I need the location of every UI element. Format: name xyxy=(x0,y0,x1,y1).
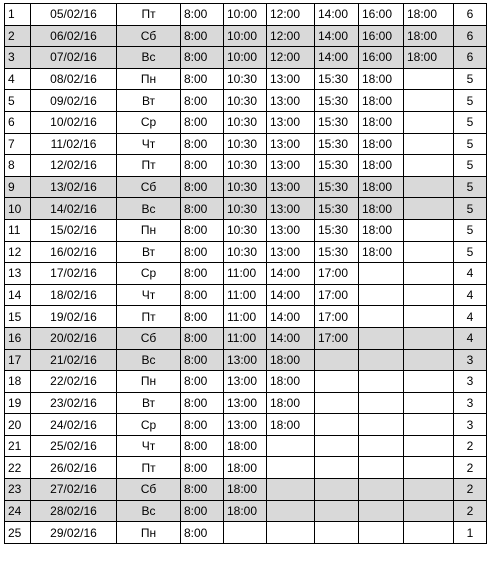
table-row xyxy=(5,349,487,371)
time-slot-cell: 16:00 xyxy=(359,47,404,69)
row-number-cell: 19 xyxy=(5,392,31,414)
time-slot-cell xyxy=(404,371,454,393)
time-slot-cell: 18:00 xyxy=(359,111,404,133)
time-slot-cell: 13:00 xyxy=(224,371,267,393)
weekday-cell: Вс xyxy=(117,198,181,220)
time-slot-cell: 10:30 xyxy=(224,176,267,198)
row-number-cell: 4 xyxy=(5,68,31,90)
date-cell: 24/02/16 xyxy=(31,414,117,436)
slot-count-cell: 5 xyxy=(454,198,487,220)
time-slot-cell: 18:00 xyxy=(359,219,404,241)
time-slot-cell xyxy=(267,479,315,501)
date-cell: 11/02/16 xyxy=(31,133,117,155)
date-cell: 21/02/16 xyxy=(31,349,117,371)
time-slot-cell: 18:00 xyxy=(224,457,267,479)
time-slot-cell: 13:00 xyxy=(267,133,315,155)
time-slot-cell: 8:00 xyxy=(181,284,224,306)
time-slot-cell: 8:00 xyxy=(181,155,224,177)
slot-count-cell: 1 xyxy=(454,522,487,544)
table-row xyxy=(5,198,487,220)
time-slot-cell: 8:00 xyxy=(181,68,224,90)
time-slot-cell xyxy=(267,457,315,479)
time-slot-cell xyxy=(359,306,404,328)
date-cell: 18/02/16 xyxy=(31,284,117,306)
date-cell: 14/02/16 xyxy=(31,198,117,220)
time-slot-cell xyxy=(315,414,359,436)
time-slot-cell: 15:30 xyxy=(315,176,359,198)
row-number-cell: 21 xyxy=(5,435,31,457)
time-slot-cell: 8:00 xyxy=(181,111,224,133)
slot-count-cell: 5 xyxy=(454,241,487,263)
time-slot-cell: 8:00 xyxy=(181,198,224,220)
table-row xyxy=(5,4,487,26)
time-slot-cell xyxy=(404,457,454,479)
time-slot-cell xyxy=(315,457,359,479)
date-cell: 08/02/16 xyxy=(31,68,117,90)
time-slot-cell: 14:00 xyxy=(315,25,359,47)
time-slot-cell: 18:00 xyxy=(359,155,404,177)
time-slot-cell xyxy=(267,522,315,544)
time-slot-cell: 15:30 xyxy=(315,198,359,220)
slot-count-cell: 2 xyxy=(454,500,487,522)
table-row xyxy=(5,155,487,177)
time-slot-cell: 10:30 xyxy=(224,155,267,177)
weekday-cell: Пт xyxy=(117,457,181,479)
time-slot-cell: 18:00 xyxy=(267,414,315,436)
row-number-cell: 23 xyxy=(5,479,31,501)
time-slot-cell: 11:00 xyxy=(224,306,267,328)
date-cell: 13/02/16 xyxy=(31,176,117,198)
time-slot-cell xyxy=(404,327,454,349)
time-slot-cell: 8:00 xyxy=(181,306,224,328)
slot-count-cell: 5 xyxy=(454,111,487,133)
schedule-table xyxy=(4,3,487,544)
time-slot-cell: 11:00 xyxy=(224,327,267,349)
time-slot-cell: 10:00 xyxy=(224,4,267,26)
time-slot-cell: 8:00 xyxy=(181,435,224,457)
time-slot-cell xyxy=(315,349,359,371)
time-slot-cell: 8:00 xyxy=(181,392,224,414)
row-number-cell: 1 xyxy=(5,4,31,26)
time-slot-cell: 8:00 xyxy=(181,522,224,544)
time-slot-cell: 8:00 xyxy=(181,457,224,479)
time-slot-cell: 14:00 xyxy=(267,327,315,349)
time-slot-cell: 8:00 xyxy=(181,241,224,263)
slot-count-cell: 4 xyxy=(454,263,487,285)
table-row xyxy=(5,47,487,69)
row-number-cell: 18 xyxy=(5,371,31,393)
time-slot-cell xyxy=(267,435,315,457)
time-slot-cell: 10:30 xyxy=(224,198,267,220)
time-slot-cell: 15:30 xyxy=(315,111,359,133)
date-cell: 15/02/16 xyxy=(31,219,117,241)
time-slot-cell xyxy=(404,392,454,414)
time-slot-cell xyxy=(404,198,454,220)
time-slot-cell: 13:00 xyxy=(224,349,267,371)
time-slot-cell: 8:00 xyxy=(181,90,224,112)
time-slot-cell: 8:00 xyxy=(181,4,224,26)
weekday-cell: Вс xyxy=(117,500,181,522)
time-slot-cell: 8:00 xyxy=(181,371,224,393)
time-slot-cell xyxy=(359,479,404,501)
time-slot-cell xyxy=(224,522,267,544)
time-slot-cell: 8:00 xyxy=(181,133,224,155)
time-slot-cell xyxy=(404,111,454,133)
time-slot-cell: 11:00 xyxy=(224,284,267,306)
slot-count-cell: 5 xyxy=(454,133,487,155)
row-number-cell: 8 xyxy=(5,155,31,177)
table-row xyxy=(5,414,487,436)
time-slot-cell: 12:00 xyxy=(267,25,315,47)
time-slot-cell: 13:00 xyxy=(224,392,267,414)
slot-count-cell: 5 xyxy=(454,90,487,112)
time-slot-cell: 13:00 xyxy=(267,176,315,198)
time-slot-cell xyxy=(359,349,404,371)
weekday-cell: Вс xyxy=(117,349,181,371)
time-slot-cell: 13:00 xyxy=(267,198,315,220)
time-slot-cell: 13:00 xyxy=(224,414,267,436)
time-slot-cell: 13:00 xyxy=(267,219,315,241)
date-cell: 10/02/16 xyxy=(31,111,117,133)
date-cell: 26/02/16 xyxy=(31,457,117,479)
time-slot-cell: 13:00 xyxy=(267,241,315,263)
time-slot-cell: 8:00 xyxy=(181,349,224,371)
weekday-cell: Вс xyxy=(117,47,181,69)
table-row xyxy=(5,500,487,522)
time-slot-cell: 18:00 xyxy=(359,241,404,263)
weekday-cell: Чт xyxy=(117,435,181,457)
table-row xyxy=(5,457,487,479)
time-slot-cell xyxy=(359,435,404,457)
weekday-cell: Вт xyxy=(117,392,181,414)
row-number-cell: 12 xyxy=(5,241,31,263)
time-slot-cell xyxy=(359,371,404,393)
time-slot-cell xyxy=(404,522,454,544)
weekday-cell: Пт xyxy=(117,306,181,328)
time-slot-cell: 13:00 xyxy=(267,68,315,90)
table-row xyxy=(5,327,487,349)
time-slot-cell xyxy=(404,68,454,90)
time-slot-cell: 13:00 xyxy=(267,90,315,112)
date-cell: 20/02/16 xyxy=(31,327,117,349)
time-slot-cell xyxy=(404,155,454,177)
weekday-cell: Пн xyxy=(117,68,181,90)
time-slot-cell xyxy=(315,522,359,544)
time-slot-cell xyxy=(404,435,454,457)
time-slot-cell xyxy=(404,500,454,522)
time-slot-cell: 13:00 xyxy=(267,155,315,177)
time-slot-cell xyxy=(404,90,454,112)
weekday-cell: Чт xyxy=(117,284,181,306)
time-slot-cell xyxy=(267,500,315,522)
row-number-cell: 16 xyxy=(5,327,31,349)
row-number-cell: 17 xyxy=(5,349,31,371)
time-slot-cell: 8:00 xyxy=(181,479,224,501)
time-slot-cell: 8:00 xyxy=(181,327,224,349)
time-slot-cell: 8:00 xyxy=(181,176,224,198)
table-row xyxy=(5,68,487,90)
time-slot-cell xyxy=(315,500,359,522)
row-number-cell: 15 xyxy=(5,306,31,328)
time-slot-cell xyxy=(359,457,404,479)
table-row xyxy=(5,25,487,47)
time-slot-cell: 14:00 xyxy=(267,306,315,328)
time-slot-cell: 14:00 xyxy=(267,284,315,306)
time-slot-cell: 14:00 xyxy=(315,47,359,69)
slot-count-cell: 3 xyxy=(454,371,487,393)
table-row xyxy=(5,522,487,544)
time-slot-cell xyxy=(315,435,359,457)
table-row xyxy=(5,111,487,133)
slot-count-cell: 5 xyxy=(454,219,487,241)
time-slot-cell: 10:00 xyxy=(224,25,267,47)
slot-count-cell: 6 xyxy=(454,4,487,26)
row-number-cell: 14 xyxy=(5,284,31,306)
row-number-cell: 3 xyxy=(5,47,31,69)
row-number-cell: 9 xyxy=(5,176,31,198)
time-slot-cell: 10:30 xyxy=(224,111,267,133)
time-slot-cell: 12:00 xyxy=(267,4,315,26)
weekday-cell: Пт xyxy=(117,155,181,177)
time-slot-cell xyxy=(404,306,454,328)
time-slot-cell xyxy=(359,327,404,349)
time-slot-cell xyxy=(404,284,454,306)
time-slot-cell: 16:00 xyxy=(359,25,404,47)
time-slot-cell: 14:00 xyxy=(267,263,315,285)
slot-count-cell: 2 xyxy=(454,479,487,501)
table-row xyxy=(5,90,487,112)
time-slot-cell xyxy=(404,133,454,155)
time-slot-cell: 8:00 xyxy=(181,47,224,69)
time-slot-cell xyxy=(404,479,454,501)
row-number-cell: 7 xyxy=(5,133,31,155)
slot-count-cell: 2 xyxy=(454,457,487,479)
table-row xyxy=(5,392,487,414)
slot-count-cell: 3 xyxy=(454,349,487,371)
schedule-table-wrapper xyxy=(4,3,487,544)
date-cell: 29/02/16 xyxy=(31,522,117,544)
date-cell: 07/02/16 xyxy=(31,47,117,69)
weekday-cell: Ср xyxy=(117,263,181,285)
time-slot-cell xyxy=(359,263,404,285)
time-slot-cell: 15:30 xyxy=(315,90,359,112)
time-slot-cell: 13:00 xyxy=(267,111,315,133)
slot-count-cell: 2 xyxy=(454,435,487,457)
slot-count-cell: 4 xyxy=(454,327,487,349)
table-row xyxy=(5,435,487,457)
date-cell: 25/02/16 xyxy=(31,435,117,457)
table-row xyxy=(5,176,487,198)
time-slot-cell xyxy=(404,241,454,263)
date-cell: 23/02/16 xyxy=(31,392,117,414)
time-slot-cell: 16:00 xyxy=(359,4,404,26)
slot-count-cell: 4 xyxy=(454,306,487,328)
time-slot-cell xyxy=(315,392,359,414)
time-slot-cell: 8:00 xyxy=(181,500,224,522)
date-cell: 17/02/16 xyxy=(31,263,117,285)
time-slot-cell xyxy=(315,371,359,393)
time-slot-cell: 17:00 xyxy=(315,284,359,306)
table-row xyxy=(5,241,487,263)
time-slot-cell: 10:30 xyxy=(224,90,267,112)
row-number-cell: 2 xyxy=(5,25,31,47)
row-number-cell: 5 xyxy=(5,90,31,112)
time-slot-cell xyxy=(359,414,404,436)
slot-count-cell: 4 xyxy=(454,284,487,306)
time-slot-cell: 18:00 xyxy=(224,435,267,457)
time-slot-cell xyxy=(404,414,454,436)
time-slot-cell xyxy=(404,263,454,285)
time-slot-cell xyxy=(359,522,404,544)
row-number-cell: 24 xyxy=(5,500,31,522)
time-slot-cell: 18:00 xyxy=(224,500,267,522)
time-slot-cell xyxy=(359,500,404,522)
weekday-cell: Сб xyxy=(117,327,181,349)
time-slot-cell: 18:00 xyxy=(267,371,315,393)
time-slot-cell: 8:00 xyxy=(181,219,224,241)
time-slot-cell: 17:00 xyxy=(315,306,359,328)
time-slot-cell: 15:30 xyxy=(315,219,359,241)
weekday-cell: Сб xyxy=(117,176,181,198)
time-slot-cell: 10:00 xyxy=(224,47,267,69)
date-cell: 19/02/16 xyxy=(31,306,117,328)
time-slot-cell: 18:00 xyxy=(267,392,315,414)
row-number-cell: 20 xyxy=(5,414,31,436)
slot-count-cell: 3 xyxy=(454,392,487,414)
time-slot-cell: 18:00 xyxy=(359,176,404,198)
row-number-cell: 22 xyxy=(5,457,31,479)
weekday-cell: Вт xyxy=(117,241,181,263)
date-cell: 06/02/16 xyxy=(31,25,117,47)
time-slot-cell xyxy=(404,176,454,198)
weekday-cell: Сб xyxy=(117,25,181,47)
time-slot-cell: 18:00 xyxy=(404,25,454,47)
slot-count-cell: 6 xyxy=(454,47,487,69)
time-slot-cell: 15:30 xyxy=(315,241,359,263)
weekday-cell: Пн xyxy=(117,371,181,393)
date-cell: 22/02/16 xyxy=(31,371,117,393)
time-slot-cell: 14:00 xyxy=(315,4,359,26)
time-slot-cell: 10:30 xyxy=(224,241,267,263)
weekday-cell: Сб xyxy=(117,479,181,501)
time-slot-cell: 8:00 xyxy=(181,263,224,285)
weekday-cell: Пн xyxy=(117,219,181,241)
row-number-cell: 6 xyxy=(5,111,31,133)
time-slot-cell: 18:00 xyxy=(224,479,267,501)
time-slot-cell: 17:00 xyxy=(315,263,359,285)
date-cell: 12/02/16 xyxy=(31,155,117,177)
time-slot-cell: 10:30 xyxy=(224,219,267,241)
table-row xyxy=(5,479,487,501)
date-cell: 16/02/16 xyxy=(31,241,117,263)
date-cell: 05/02/16 xyxy=(31,4,117,26)
weekday-cell: Пн xyxy=(117,522,181,544)
time-slot-cell: 18:00 xyxy=(267,349,315,371)
time-slot-cell: 15:30 xyxy=(315,68,359,90)
date-cell: 27/02/16 xyxy=(31,479,117,501)
table-row xyxy=(5,371,487,393)
time-slot-cell: 18:00 xyxy=(359,133,404,155)
slot-count-cell: 3 xyxy=(454,414,487,436)
time-slot-cell xyxy=(404,349,454,371)
time-slot-cell xyxy=(359,284,404,306)
table-row xyxy=(5,263,487,285)
table-row xyxy=(5,133,487,155)
row-number-cell: 25 xyxy=(5,522,31,544)
row-number-cell: 10 xyxy=(5,198,31,220)
time-slot-cell: 18:00 xyxy=(404,4,454,26)
time-slot-cell xyxy=(315,479,359,501)
time-slot-cell: 8:00 xyxy=(181,414,224,436)
time-slot-cell xyxy=(359,392,404,414)
time-slot-cell: 15:30 xyxy=(315,155,359,177)
slot-count-cell: 5 xyxy=(454,176,487,198)
slot-count-cell: 6 xyxy=(454,25,487,47)
slot-count-cell: 5 xyxy=(454,68,487,90)
time-slot-cell: 11:00 xyxy=(224,263,267,285)
schedule-table-body xyxy=(5,4,487,544)
weekday-cell: Вт xyxy=(117,90,181,112)
table-row xyxy=(5,219,487,241)
date-cell: 28/02/16 xyxy=(31,500,117,522)
slot-count-cell: 5 xyxy=(454,155,487,177)
time-slot-cell xyxy=(404,219,454,241)
time-slot-cell: 10:30 xyxy=(224,133,267,155)
time-slot-cell: 18:00 xyxy=(359,198,404,220)
time-slot-cell: 18:00 xyxy=(404,47,454,69)
time-slot-cell: 18:00 xyxy=(359,68,404,90)
time-slot-cell: 15:30 xyxy=(315,133,359,155)
time-slot-cell: 10:30 xyxy=(224,68,267,90)
time-slot-cell: 12:00 xyxy=(267,47,315,69)
date-cell: 09/02/16 xyxy=(31,90,117,112)
weekday-cell: Ср xyxy=(117,414,181,436)
weekday-cell: Пт xyxy=(117,4,181,26)
time-slot-cell: 18:00 xyxy=(359,90,404,112)
row-number-cell: 13 xyxy=(5,263,31,285)
weekday-cell: Ср xyxy=(117,111,181,133)
time-slot-cell: 17:00 xyxy=(315,327,359,349)
row-number-cell: 11 xyxy=(5,219,31,241)
table-row xyxy=(5,284,487,306)
weekday-cell: Чт xyxy=(117,133,181,155)
time-slot-cell: 8:00 xyxy=(181,25,224,47)
table-row xyxy=(5,306,487,328)
